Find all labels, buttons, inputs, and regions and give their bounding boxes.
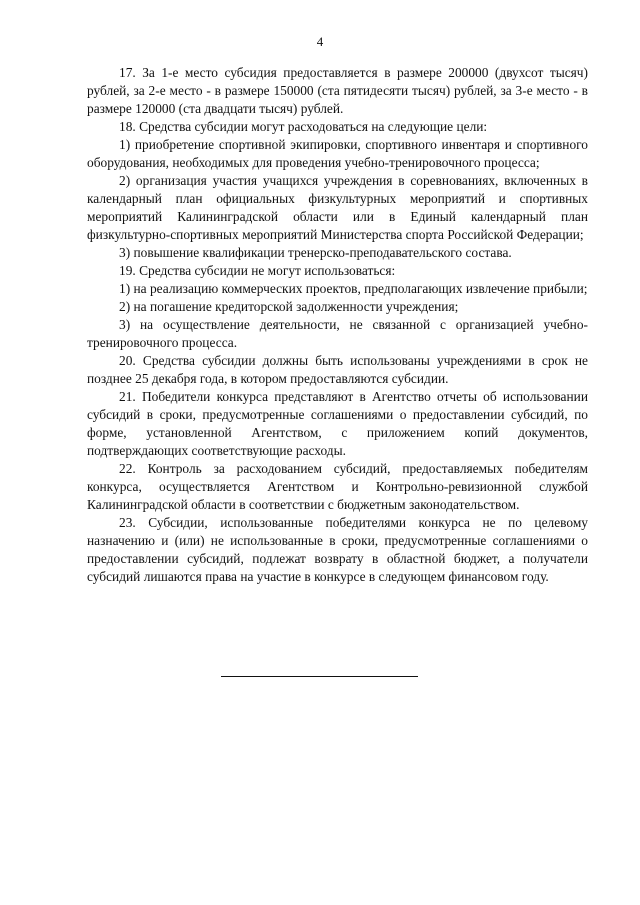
paragraph-18-item-2: 2) организация участия учащихся учреждения в соревнованиях, включенных в календарный план официальных физкультурных мероприятий и спортивных мероприятий Калининградской области или в Единый календарный план физкультурно-спортивных мероприятий Министерства спорта Российской Федерации; xyxy=(87,173,588,242)
paragraph-23: 23. Субсидии, использованные победителями конкурса не по целевому назначению и (или) не использованные в сроки, предусмотренные соглашениями о предоставлении субсидий, подлежат возврату в областной бюджет, а получатели субсидий лишаются права на участие в конкурсе в следующем финансовом году. xyxy=(87,515,588,584)
paragraph-17: 17. За 1-е место субсидия предоставляется в размере 200000 (двухсот тысяч) рублей, за 2-е место - в размере 150000 (ста пятидесяти тысяч) рублей, за 3-е место - в размере 120000 (ста двадцати тысяч) рублей. xyxy=(87,65,588,116)
paragraph-19: 19. Средства субсидии не могут использоваться: xyxy=(119,263,396,278)
paragraph-18-item-1: 1) приобретение спортивной экипировки, спортивного инвентаря и спортивного оборудования, необходимых для проведения учебно-тренировочного процесса; xyxy=(87,137,588,170)
page-number: 4 xyxy=(316,34,324,49)
paragraph-19-item-1: 1) на реализацию коммерческих проектов, предполагающих извлечение прибыли; xyxy=(119,281,588,296)
paragraph-22: 22. Контроль за расходованием субсидий, предоставляемых победителям конкурса, осуществляется Агентством и Контрольно-ревизионной службой Калининградской области в соответствии с бюджетным законодательством. xyxy=(87,461,588,512)
paragraph-19-item-2: 2) на погашение кредиторской задолженности учреждения; xyxy=(119,299,459,314)
paragraph-19-item-3: 3) на осуществление деятельности, не связанной с организацией учебно-тренировочного процесса. xyxy=(87,317,588,350)
closing-divider-line xyxy=(221,676,418,677)
paragraph-18: 18. Средства субсидии могут расходоваться на следующие цели: xyxy=(119,119,488,134)
paragraph-18-item-3: 3) повышение квалификации тренерско-преподавательского состава. xyxy=(119,245,512,260)
document-body xyxy=(87,64,588,586)
paragraph-21: 21. Победители конкурса представляют в Агентство отчеты об использовании субсидий в сроки, предусмотренные соглашениями о предоставлении субсидий, по форме, установленной Агентством, с приложением копий документов, подтверждающих соответствующие расходы. xyxy=(87,389,588,458)
paragraph-20: 20. Средства субсидии должны быть использованы учреждениями в срок не позднее 25 декабря года, в котором предоставляются субсидии. xyxy=(87,353,588,386)
